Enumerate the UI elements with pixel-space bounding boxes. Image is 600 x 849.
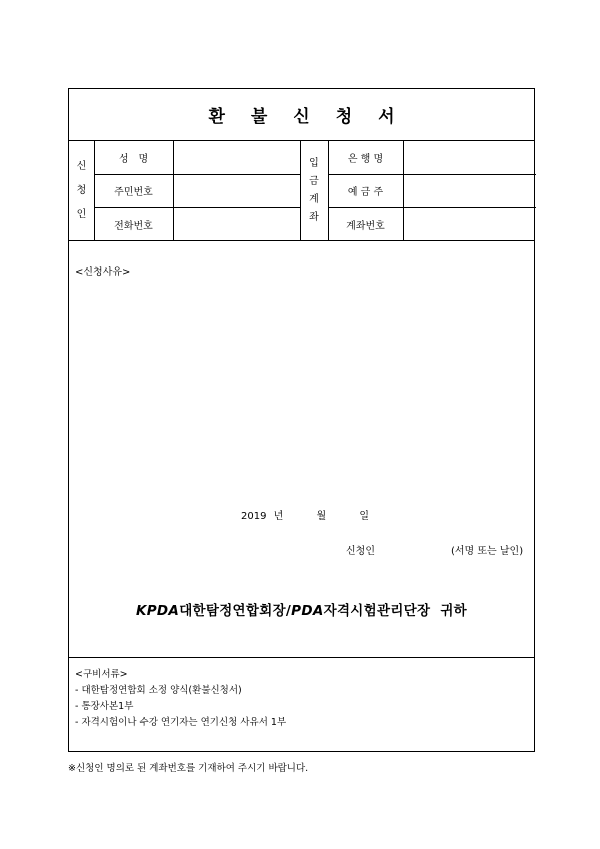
account-label-char-3: 계 xyxy=(309,194,319,205)
name-field[interactable] xyxy=(173,141,300,174)
addressee-org-2: 자격시험관리단장 귀하 xyxy=(323,603,468,619)
applicant-label-char-2: 청 xyxy=(76,185,87,196)
resident-number-field[interactable] xyxy=(173,174,300,207)
account-holder-field[interactable] xyxy=(403,174,536,207)
required-documents-header: <구비서류> xyxy=(75,669,128,680)
name-label: 성 명 xyxy=(118,154,149,165)
applicant-label-char-3: 인 xyxy=(76,209,87,220)
date-year: 2019 xyxy=(241,511,267,522)
resident-number-label: 주민번호 xyxy=(114,187,153,198)
deposit-account-section-label xyxy=(300,141,328,241)
date-day-unit: 일 xyxy=(359,511,370,522)
account-label-char-4: 좌 xyxy=(309,212,319,223)
applicant-section-label xyxy=(69,141,94,241)
required-document-item: - 대한탐정연합회 소정 양식(환불신청서) xyxy=(75,685,242,696)
account-holder-label: 예 금 주 xyxy=(347,187,384,198)
date-month-unit: 월 xyxy=(316,511,327,522)
addressee-brand-pda: PDA xyxy=(291,603,324,619)
phone-number-field[interactable] xyxy=(173,207,300,241)
applicant-signature-label: 신청인 xyxy=(346,546,375,557)
bank-name-label: 은 행 명 xyxy=(347,154,384,165)
addressee-brand-kpda: KPDA xyxy=(135,603,180,619)
application-date xyxy=(241,507,369,522)
bank-name-field[interactable] xyxy=(403,141,536,174)
form-title: 환불신청서 xyxy=(69,89,534,141)
footnote: ※신청인 명의로 된 계좌번호를 기재하여 주시기 바랍니다. xyxy=(68,763,309,774)
info-table xyxy=(69,141,534,241)
account-number-label: 계좌번호 xyxy=(346,220,385,232)
required-document-item: - 자격시험이나 수강 연기자는 연기신청 사유서 1부 xyxy=(75,717,287,728)
required-document-item: - 통장사본1부 xyxy=(75,701,134,712)
addressee-line xyxy=(69,599,534,619)
addressee-org-1: 대한탐정연합회장/ xyxy=(179,603,292,619)
account-label-char-2: 금 xyxy=(309,176,319,187)
refund-application-form xyxy=(68,88,535,752)
signature-hint: (서명 또는 날인) xyxy=(451,546,524,557)
account-label-char-1: 입 xyxy=(309,158,319,169)
date-year-unit: 년 xyxy=(273,511,284,522)
applicant-label-char-1: 신 xyxy=(76,161,87,172)
required-documents-section xyxy=(69,657,534,753)
account-number-field[interactable] xyxy=(403,207,536,241)
phone-number-label: 전화번호 xyxy=(114,220,153,232)
application-reason-label: <신청사유> xyxy=(75,267,131,278)
